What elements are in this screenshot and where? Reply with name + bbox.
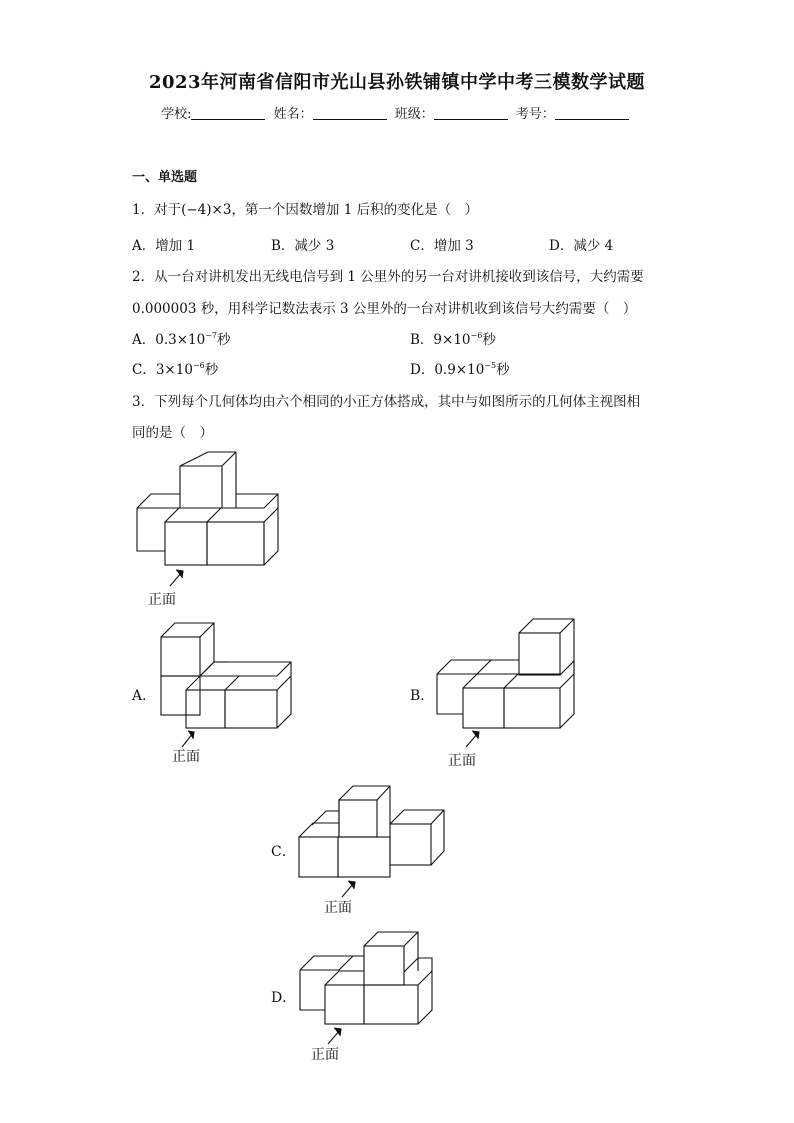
option-c-figure [299, 786, 444, 897]
q1-number: 1． [132, 202, 155, 218]
option-unit: 秒 [496, 362, 510, 378]
info-school-label: 学校: [161, 107, 192, 122]
option-a-figure [161, 623, 291, 747]
section-heading: 一、单选题 [132, 170, 198, 185]
option-mantissa: 0.9×10 [434, 362, 485, 378]
option-letter: D． [549, 238, 574, 254]
option-text: 增加 1 [155, 238, 196, 254]
q2-number: 2． [132, 269, 155, 285]
option-mantissa: 0.3×10 [155, 332, 206, 348]
info-name-label: 姓名： [273, 107, 313, 122]
page-title: 2023年河南省信阳市光山县孙铁铺镇中学中考三模数学试题 [148, 72, 646, 93]
option-b-figure [437, 619, 574, 747]
option-letter: A． [132, 238, 156, 254]
option-exponent: −6 [192, 361, 205, 370]
info-id-label: 考号： [515, 107, 555, 122]
q2-text-line-2: 0.000003 秒，用科学记数法表示 3 公里外的一台对讲机收到该信号大约需要（ ） [132, 301, 637, 317]
reference-figure [137, 452, 278, 586]
option-c-front-label: 正面 [324, 900, 352, 916]
option-b-front-label: 正面 [448, 753, 476, 769]
option-a-label: A． [132, 688, 157, 704]
option-b-label: B． [410, 688, 435, 704]
option-letter: C． [410, 238, 434, 254]
option-exponent: −5 [484, 361, 497, 370]
ref-front-label: 正面 [148, 592, 176, 608]
q2-text-line-1: 从一台对讲机发出无线电信号到 1 公里外的另一台对讲机接收到该信号，大约需要 [154, 269, 644, 285]
option-letter: C． [132, 362, 156, 378]
option-text: 减少 4 [573, 238, 614, 254]
option-letter: B． [271, 238, 295, 254]
option-text: 增加 3 [433, 238, 474, 254]
option-letter: B． [410, 332, 434, 348]
option-letter: D． [410, 362, 435, 378]
option-exponent: −6 [470, 331, 483, 340]
option-text: 减少 3 [294, 238, 335, 254]
option-exponent: −7 [205, 331, 218, 340]
option-unit: 秒 [482, 332, 496, 348]
option-a-front-label: 正面 [172, 749, 200, 765]
option-mantissa: 9×10 [433, 332, 471, 348]
option-unit: 秒 [204, 362, 219, 378]
option-d-figure [300, 932, 432, 1044]
q3-number: 3． [132, 394, 155, 410]
option-letter: A． [132, 332, 156, 348]
q3-text-line-2: 同的是（ ） [132, 425, 213, 441]
q1-text-pre: 对于 [154, 202, 182, 218]
option-d-label: D． [271, 990, 297, 1006]
q1-text-post: ，第一个因数增加 1 后积的变化是（ ） [231, 202, 479, 218]
option-mantissa: 3×10 [155, 362, 193, 378]
option-c-label: C． [271, 844, 296, 860]
q1-expression: (−4)×3 [181, 202, 232, 218]
info-class-label: 班级： [394, 107, 434, 122]
option-d-front-label: 正面 [311, 1047, 339, 1063]
option-unit: 秒 [217, 332, 231, 348]
q3-text-line-1: 下列每个几何体均由六个相同的小正方体搭成，其中与如图所示的几何体主视图相 [154, 394, 641, 410]
